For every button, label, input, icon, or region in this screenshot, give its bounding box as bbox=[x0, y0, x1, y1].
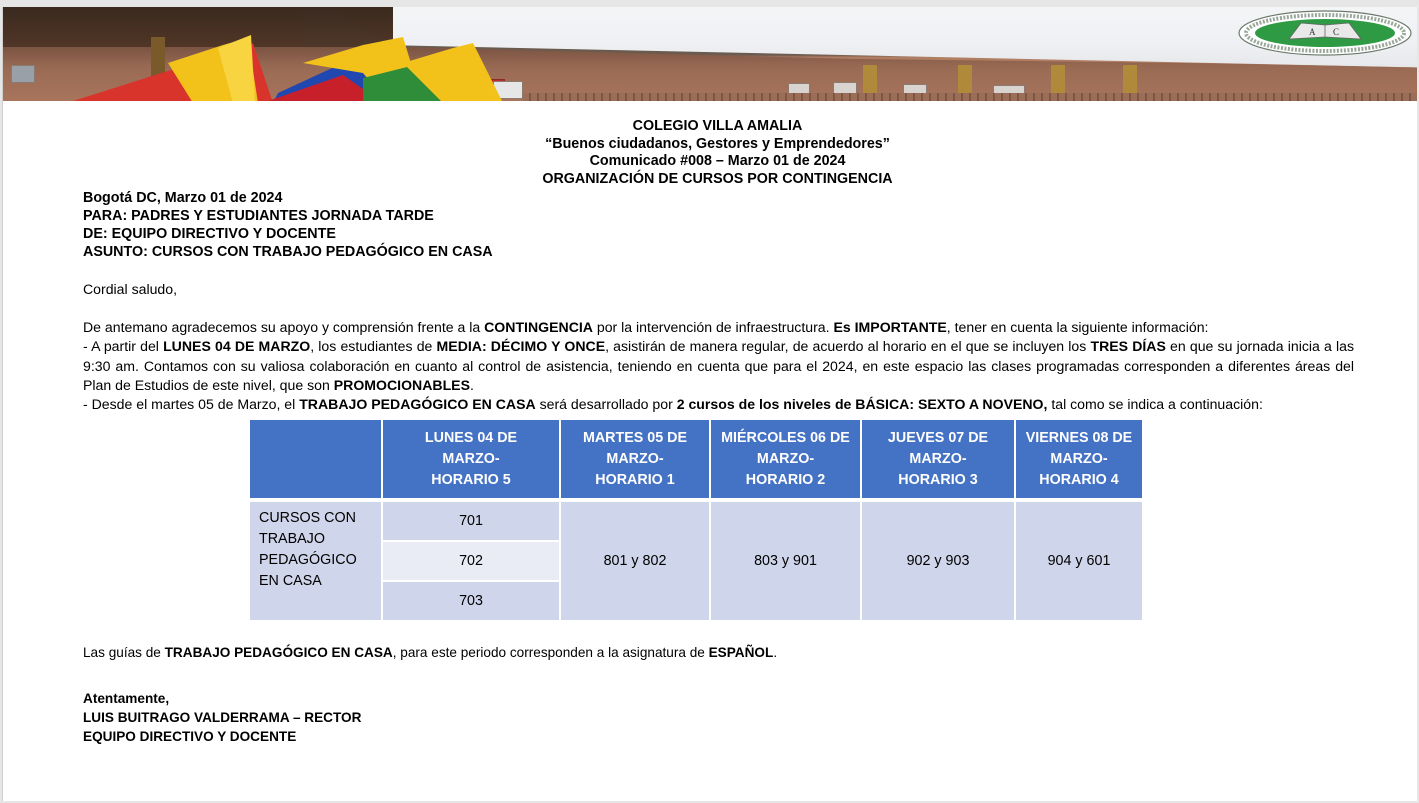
course-cell-701: 701 bbox=[382, 500, 560, 541]
subject-line: ASUNTO: CURSOS CON TRABAJO PEDAGÓGICO EN CASA bbox=[83, 244, 493, 260]
document-page bbox=[2, 7, 1417, 801]
row-label: CURSOS CON TRABAJO PEDAGÓGICO EN CASA bbox=[249, 500, 382, 621]
closing-note: Las guías de TRABAJO PEDAGÓGICO EN CASA, para este periodo corresponden a la asignatura de ESPAÑOL. bbox=[83, 645, 778, 660]
communique-title: ORGANIZACIÓN DE CURSOS POR CONTINGENCIA bbox=[542, 170, 893, 187]
place-date: Bogotá DC, Marzo 01 de 2024 bbox=[83, 190, 283, 206]
thursday-courses: 902 y 903 bbox=[861, 500, 1015, 621]
signature-block bbox=[83, 689, 361, 746]
paragraph-intro: De antemano agradecemos su apoyo y comprensión frente a la CONTINGENCIA por la intervención de infraestructura. Es IMPORTANTE, tener en cuenta la siguiente información: bbox=[83, 319, 1209, 335]
table-header-monday: LUNES 04 DE MARZO- HORARIO 5 bbox=[382, 419, 560, 500]
table-row bbox=[249, 500, 1143, 541]
school-crest-icon bbox=[1237, 9, 1413, 57]
document-heading bbox=[3, 118, 1419, 188]
course-cell-702: 702 bbox=[382, 541, 560, 581]
communique-number: Comunicado #008 – Marzo 01 de 2024 bbox=[589, 153, 846, 169]
svg-text:C: C bbox=[1333, 27, 1340, 37]
table-header-empty bbox=[249, 419, 382, 500]
body-text bbox=[83, 318, 1354, 414]
header-banner-photo bbox=[3, 7, 1417, 101]
paragraph-basica: - Desde el martes 05 de Marzo, el TRABAJO PEDAGÓGICO EN CASA será desarrollado por 2 cursos de los niveles de BÁSICA: SEXTO A NOVENO, tal como se indica a continuación: bbox=[83, 396, 1263, 413]
letter-header bbox=[83, 189, 493, 261]
paragraph-media: - A partir del LUNES 04 DE MARZO, los estudiantes de MEDIA: DÉCIMO Y ONCE, asistirán de manera regular, de acuerdo al horario en el que se incluyen los TRES DÍAS en que su jornada inicia a las 9:30 am. Contamos con su valiosa colaboración en cuanto al control de asistencia, teniendo en cuenta que para el 2024, en este espacio las clases programadas corresponden a diferentes áreas del Plan de Estudios de este nivel, que son PROMOCIONABLES. bbox=[83, 338, 1355, 393]
table-header-thursday: JUEVES 07 DE MARZO- HORARIO 3 bbox=[861, 419, 1015, 500]
table-header-friday: VIERNES 08 DE MARZO- HORARIO 4 bbox=[1015, 419, 1143, 500]
schedule-table bbox=[248, 418, 1144, 622]
railing bbox=[523, 93, 1417, 101]
recipient-line: PARA: PADRES Y ESTUDIANTES JORNADA TARDE bbox=[83, 208, 434, 224]
table-header-tuesday: MARTES 05 DE MARZO- HORARIO 1 bbox=[560, 419, 710, 500]
school-name: COLEGIO VILLA AMALIA bbox=[632, 118, 803, 134]
wednesday-courses: 803 y 901 bbox=[710, 500, 861, 621]
sender-line: DE: EQUIPO DIRECTIVO Y DOCENTE bbox=[83, 226, 336, 242]
greeting: Cordial saludo, bbox=[83, 281, 178, 297]
table-header-row bbox=[249, 419, 1143, 500]
valediction: Atentamente, bbox=[83, 691, 170, 706]
school-motto: “Buenos ciudadanos, Gestores y Emprendedores” bbox=[545, 135, 890, 152]
svg-text:A: A bbox=[1309, 27, 1316, 37]
signer-team: EQUIPO DIRECTIVO Y DOCENTE bbox=[83, 729, 297, 744]
tuesday-courses: 801 y 802 bbox=[560, 500, 710, 621]
signer-name: LUIS BUITRAGO VALDERRAMA – RECTOR bbox=[83, 710, 362, 725]
flags-icon bbox=[43, 23, 513, 101]
course-cell-703: 703 bbox=[382, 581, 560, 621]
window bbox=[11, 65, 35, 83]
friday-courses: 904 y 601 bbox=[1015, 500, 1143, 621]
table-header-wednesday: MIÉRCOLES 06 DE MARZO- HORARIO 2 bbox=[710, 419, 861, 500]
